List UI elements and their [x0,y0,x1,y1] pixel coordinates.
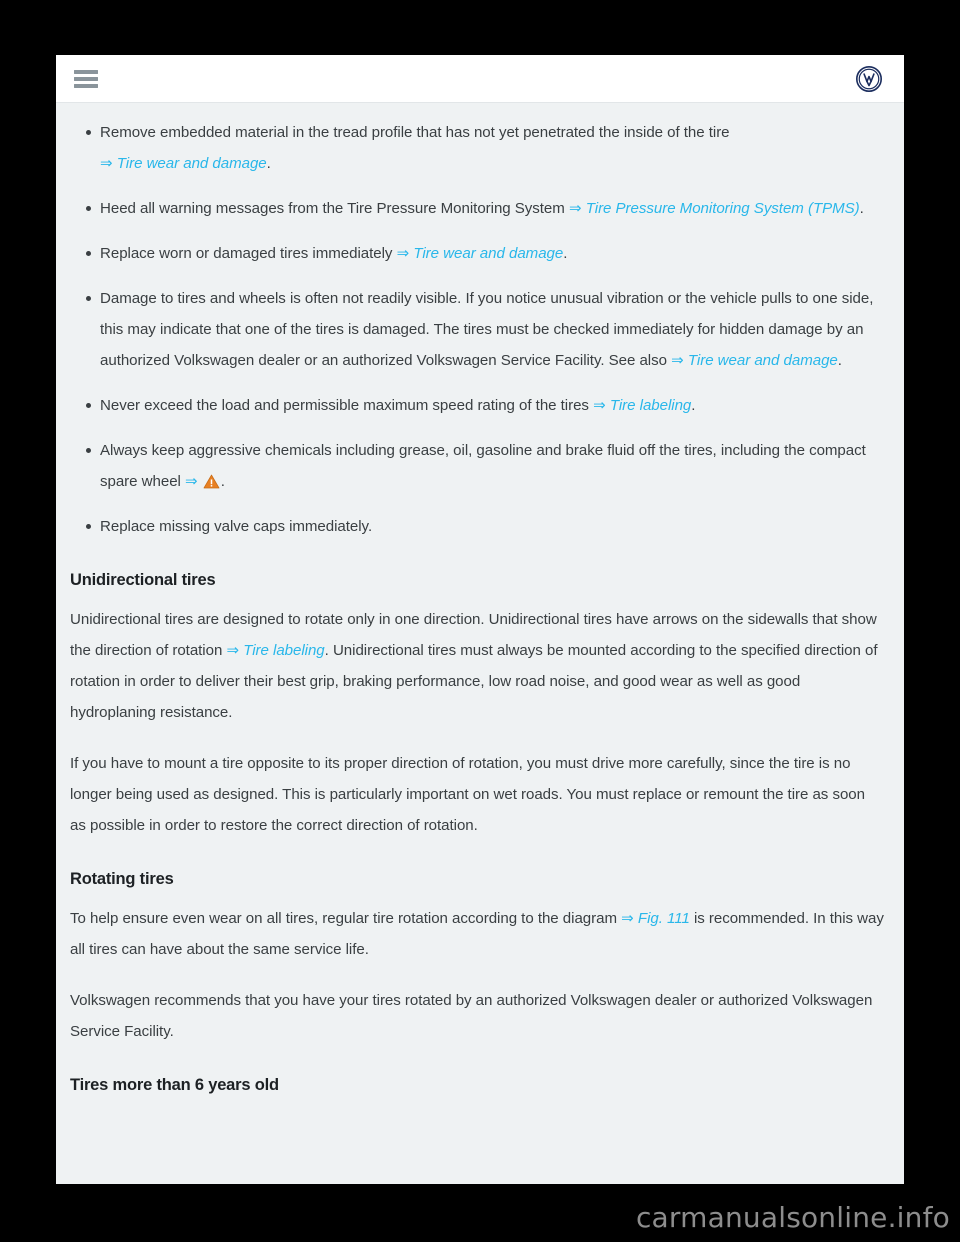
link-label: Tire wear and damage [687,352,838,369]
paragraph [70,903,884,965]
tire-safety-bullet-list [70,117,884,542]
list-item [70,435,884,497]
document-header [56,55,904,103]
cross-reference-link[interactable] [621,910,690,927]
paragraph [70,748,884,841]
list-item [70,283,884,376]
list-item [70,117,884,179]
link-label: Tire labeling [609,397,692,414]
reference-arrow-icon: ⇒ [671,352,684,369]
paragraph-text: To help ensure even wear on all tires, regular tire rotation according to the diagram [70,910,617,927]
paragraph-text: If you have to mount a tire opposite to its proper direction of rotation, you must drive more carefully, since the tire is no longer being used as designed. This is particularly important on wet roads. You must replace or remount the tire as soon as possible in order to restore the correct direction of rotation. [70,755,865,834]
reference-arrow-icon: ⇒ [621,910,634,927]
link-label: Fig. 111 [637,910,690,927]
paragraph-text: Unidirectional tires are designed to rotate only in one direction. Unidirectional tires have arrows on the sidewalls that show the direction of rotation [70,611,877,659]
document-body [56,103,904,1129]
bullet-text: Always keep aggressive chemicals including grease, oil, gasoline and brake fluid off the tires, including the compact spare wheel [100,442,866,490]
paragraph-text-end: is recommended. In this way all tires can have about the same service life. [70,910,884,958]
warning-triangle-icon[interactable] [203,469,220,484]
link-label: Tire Pressure Monitoring System (TPMS) [585,200,860,217]
link-label: Tire wear and damage [413,245,564,262]
bullet-text-end: . [837,352,842,369]
site-watermark: carmanualsonline.info [635,1201,950,1234]
bullet-text: Remove embedded material in the tread profile that has not yet penetrated the inside of the tire [100,124,730,141]
bullet-text: Replace worn or damaged tires immediately [100,245,393,262]
cross-reference-link[interactable] [569,200,860,217]
cross-reference-link[interactable] [100,155,267,172]
paragraph-text: Volkswagen recommends that you have your tires rotated by an authorized Volkswagen dealer or authorized Volkswagen Service Facility. [70,992,873,1040]
list-item [70,193,884,224]
list-item [70,390,884,421]
cross-reference-link[interactable] [397,245,564,262]
bullet-text-end: . [220,473,225,490]
hamburger-bar-2 [74,77,98,81]
reference-arrow-icon: ⇒ [185,473,198,490]
reference-arrow-icon: ⇒ [593,397,606,414]
link-label: Tire wear and damage [116,155,267,172]
reference-arrow-icon: ⇒ [568,200,582,217]
list-item [70,511,884,542]
section-heading-tires-more-than-6-years-old: Tires more than 6 years old [70,1076,279,1094]
bullet-text: Heed all warning messages from the Tire Pressure Monitoring System [100,200,565,217]
reference-arrow-icon: ⇒ [226,642,240,659]
hamburger-bar-3 [74,84,98,88]
cross-reference-link[interactable] [593,397,691,414]
cross-reference-link[interactable] [226,642,324,659]
hamburger-menu-icon[interactable] [74,70,98,88]
bullet-text-end: . [859,200,864,217]
bullet-text-end: . [266,155,271,172]
bullet-text-end: . [563,245,568,262]
bullet-text: Never exceed the load and permissible maximum speed rating of the tires [100,397,589,414]
list-item [70,238,884,269]
section-heading-rotating-tires: Rotating tires [70,870,174,888]
bullet-text: Damage to tires and wheels is often not readily visible. If you notice unusual vibration or the vehicle pulls to one side, this may indicate that one of the tires is damaged. The tires must be checked immediately for hidden damage by an authorized Volkswagen dealer or an authorized Volkswagen Service Facility. See also [100,290,874,369]
paragraph [70,604,884,728]
reference-arrow-icon: ⇒ [396,245,410,262]
bullet-text: Replace missing valve caps immediately. [100,518,373,535]
hamburger-bar-1 [74,70,98,74]
bullet-text-end: . [691,397,696,414]
link-label: Tire labeling [243,642,325,659]
volkswagen-logo-icon[interactable] [856,66,882,92]
section-heading-unidirectional-tires: Unidirectional tires [70,571,216,589]
reference-arrow-icon: ⇒ [100,155,113,172]
paragraph-text-end: . Unidirectional tires must always be mounted according to the specified direction of rotation in order to deliver their best grip, braking performance, low road noise, and good wear as well as good hydroplaning resistance. [70,642,878,721]
cross-reference-link[interactable] [671,352,838,369]
paragraph [70,985,884,1047]
document-sheet [56,55,904,1184]
